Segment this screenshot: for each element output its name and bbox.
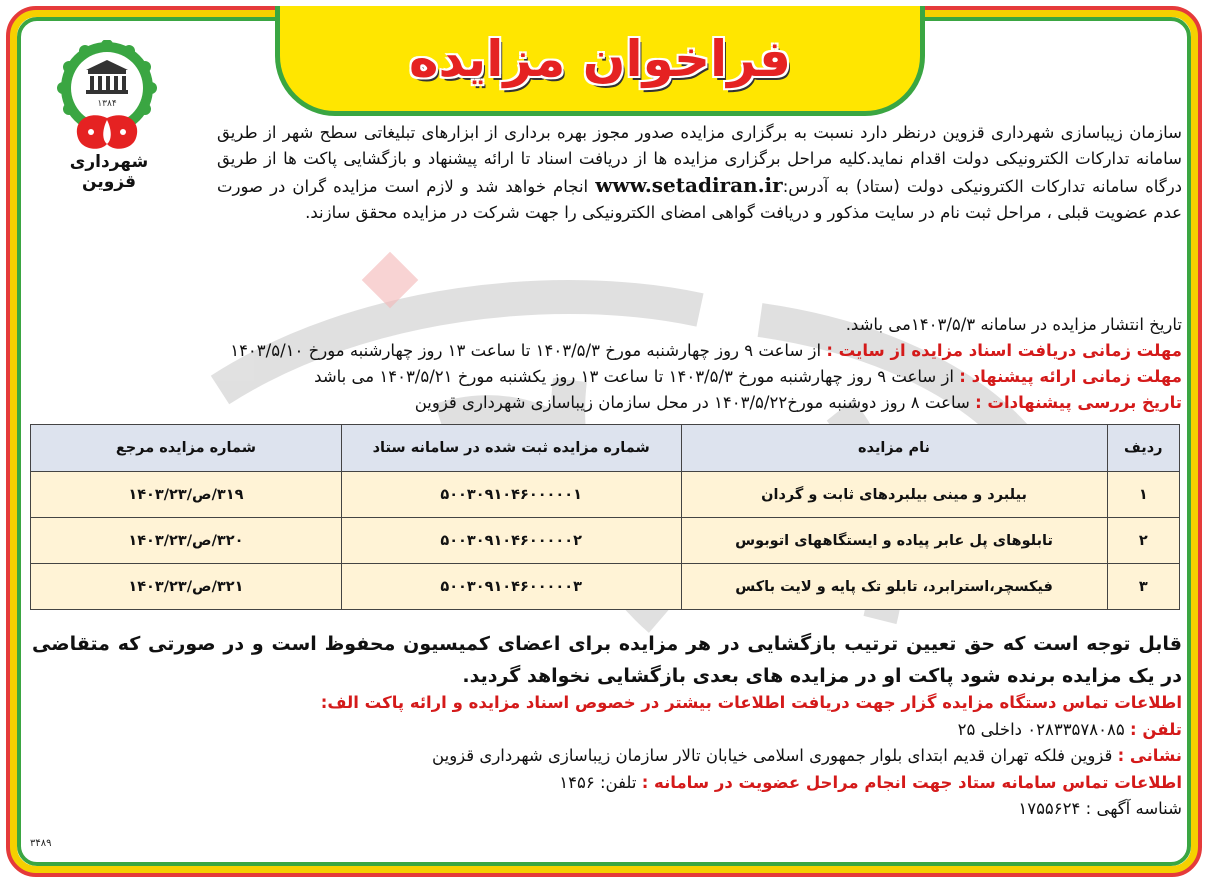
setad-website-link[interactable]: www.setadiran.ir (595, 173, 783, 197)
address-label: نشانی : (1117, 746, 1182, 765)
setad-number: ۵۰۰۳۰۹۱۰۴۶۰۰۰۰۰۱ (341, 472, 681, 518)
header-auction-name: نام مزایده (681, 425, 1107, 472)
docs-deadline-value: از ساعت ۹ روز چهارشنبه مورخ ۱۴۰۳/۵/۳ تا ساعت ۱۳ روز چهارشنبه مورخ ۱۴۰۳/۵/۱۰ (230, 341, 822, 360)
header-row-number: ردیف (1107, 425, 1179, 472)
offer-deadline-label: مهلت زمانی ارائه پیشنهاد : (959, 367, 1182, 386)
review-date-label: تاریخ بررسی پیشنهادات : (975, 393, 1182, 412)
offer-deadline-value: از ساعت ۹ روز چهارشنبه مورخ ۱۴۰۳/۵/۳ تا ساعت ۱۳ روز یکشنبه مورخ ۱۴۰۳/۵/۲۱ می باشد (314, 367, 955, 386)
logo-flower-icon (77, 115, 137, 149)
table-row (31, 564, 1180, 610)
auction-table (30, 424, 1180, 610)
setad-contact-value: تلفن: ۱۴۵۶ (559, 772, 637, 792)
dates-section (182, 312, 1182, 416)
contact-heading: اطلاعات تماس دستگاه مزایده گزار جهت دریافت اطلاعات بیشتر در خصوص اسناد مزایده و ارائه پاکت الف: (320, 693, 1182, 712)
row-number: ۲ (1107, 518, 1179, 564)
docs-deadline-line (182, 338, 1182, 364)
page-title: فراخوان مزایده (409, 29, 791, 88)
phone-value: ۰۲۸۳۳۵۷۸۰۸۵ داخلی ۲۵ (957, 719, 1125, 739)
logo-year: ۱۳۸۴ (97, 99, 117, 109)
phone-line (182, 717, 1182, 744)
docs-deadline-label: مهلت زمانی دریافت اسناد مزایده از سایت : (826, 341, 1182, 360)
address-line (182, 743, 1182, 770)
reference-number: ۳۲۱/ص/۱۴۰۳/۲۳ (31, 564, 342, 610)
table-row (31, 472, 1180, 518)
setad-contact-label: اطلاعات تماس سامانه ستاد جهت انجام مراحل عضویت در سامانه : (641, 772, 1182, 792)
phone-label: تلفن : (1130, 719, 1182, 739)
table-header-row (31, 425, 1180, 472)
header-reference-number: شماره مزایده مرجع (31, 425, 342, 472)
row-number: ۱ (1107, 472, 1179, 518)
auction-name: تابلوهای پل عابر پیاده و ایستگاههای اتوبوس (681, 518, 1107, 564)
offer-deadline-line (182, 364, 1182, 390)
setad-number: ۵۰۰۳۰۹۱۰۴۶۰۰۰۰۰۳ (341, 564, 681, 610)
setad-number: ۵۰۰۳۰۹۱۰۴۶۰۰۰۰۰۲ (341, 518, 681, 564)
notice-paragraph: قابل توجه است که حق تعیین ترتیب بازگشایی در هر مزایده برای اعضای کمیسیون محفوظ است و در صورتی که متقاضی در یک مزایده برنده شود پاکت او در مزایده های بعدی بازگشایی نخواهد گردید. (32, 633, 1182, 687)
title-banner (275, 6, 925, 116)
address-prefix: آدرس: (782, 177, 829, 196)
review-date-line (182, 390, 1182, 416)
reference-number: ۳۲۰/ص/۱۴۰۳/۲۳ (31, 518, 342, 564)
publish-date: تاریخ انتشار مزایده در سامانه ۱۴۰۳/۵/۳می باشد. (845, 315, 1182, 334)
address-value: قزوین فلکه تهران قدیم ابتدای بلوار جمهوری اسلامی خیابان تالار سازمان زیباسازی شهرداری قزوین (432, 746, 1113, 765)
intro-text-2: انجام خواهد شد و لازم است مزایده گران در صورت عدم عضویت قبلی ، مراحل ثبت نام در سایت مذکور و دریافت گواهی امضای الکترونیکی را جهت شرکت در مزایده محقق سازند. (217, 177, 1182, 222)
auction-name: فیکسچر،استرابرد، تابلو تک پایه و لایت باکس (681, 564, 1107, 610)
header-setad-number: شماره مزایده ثبت شده در سامانه ستاد (341, 425, 681, 472)
ad-id: شناسه آگهی : ۱۷۵۵۶۲۴ (1018, 799, 1182, 818)
setad-contact-line (182, 770, 1182, 797)
table-row (31, 518, 1180, 564)
row-number: ۳ (1107, 564, 1179, 610)
contact-section (182, 690, 1182, 823)
review-date-value: ساعت ۸ روز دوشنبه مورخ۱۴۰۳/۵/۲۲ در محل سازمان زیباسازی شهرداری قزوین (414, 393, 970, 412)
footer-code: ۳۴۸۹ (30, 838, 52, 849)
logo-caption: شهرداری قزوین (69, 152, 149, 192)
auction-name: بیلبرد و مینی بیلبردهای ثابت و گردان (681, 472, 1107, 518)
intro-text-1: سازمان زیباسازی شهرداری قزوین درنظر دارد نسبت به برگزاری مزایده صدور مجوز بهره برداری از ابزارهای تبلیغاتی سطح شهر از طریق سامانه تدارکات الکترونیکی دولت اقدام نماید.کلیه مراحل برگزاری مزایده ها از دریافت اسناد تا ارائه پیشنهاد و بازگشایی پاکت ها از طریق درگاه سامانه تدارکات الکترونیکی دولت (ستاد) به (217, 123, 1183, 196)
reference-number: ۳۱۹/ص/۱۴۰۳/۲۳ (31, 472, 342, 518)
intro-paragraph (217, 120, 1182, 226)
